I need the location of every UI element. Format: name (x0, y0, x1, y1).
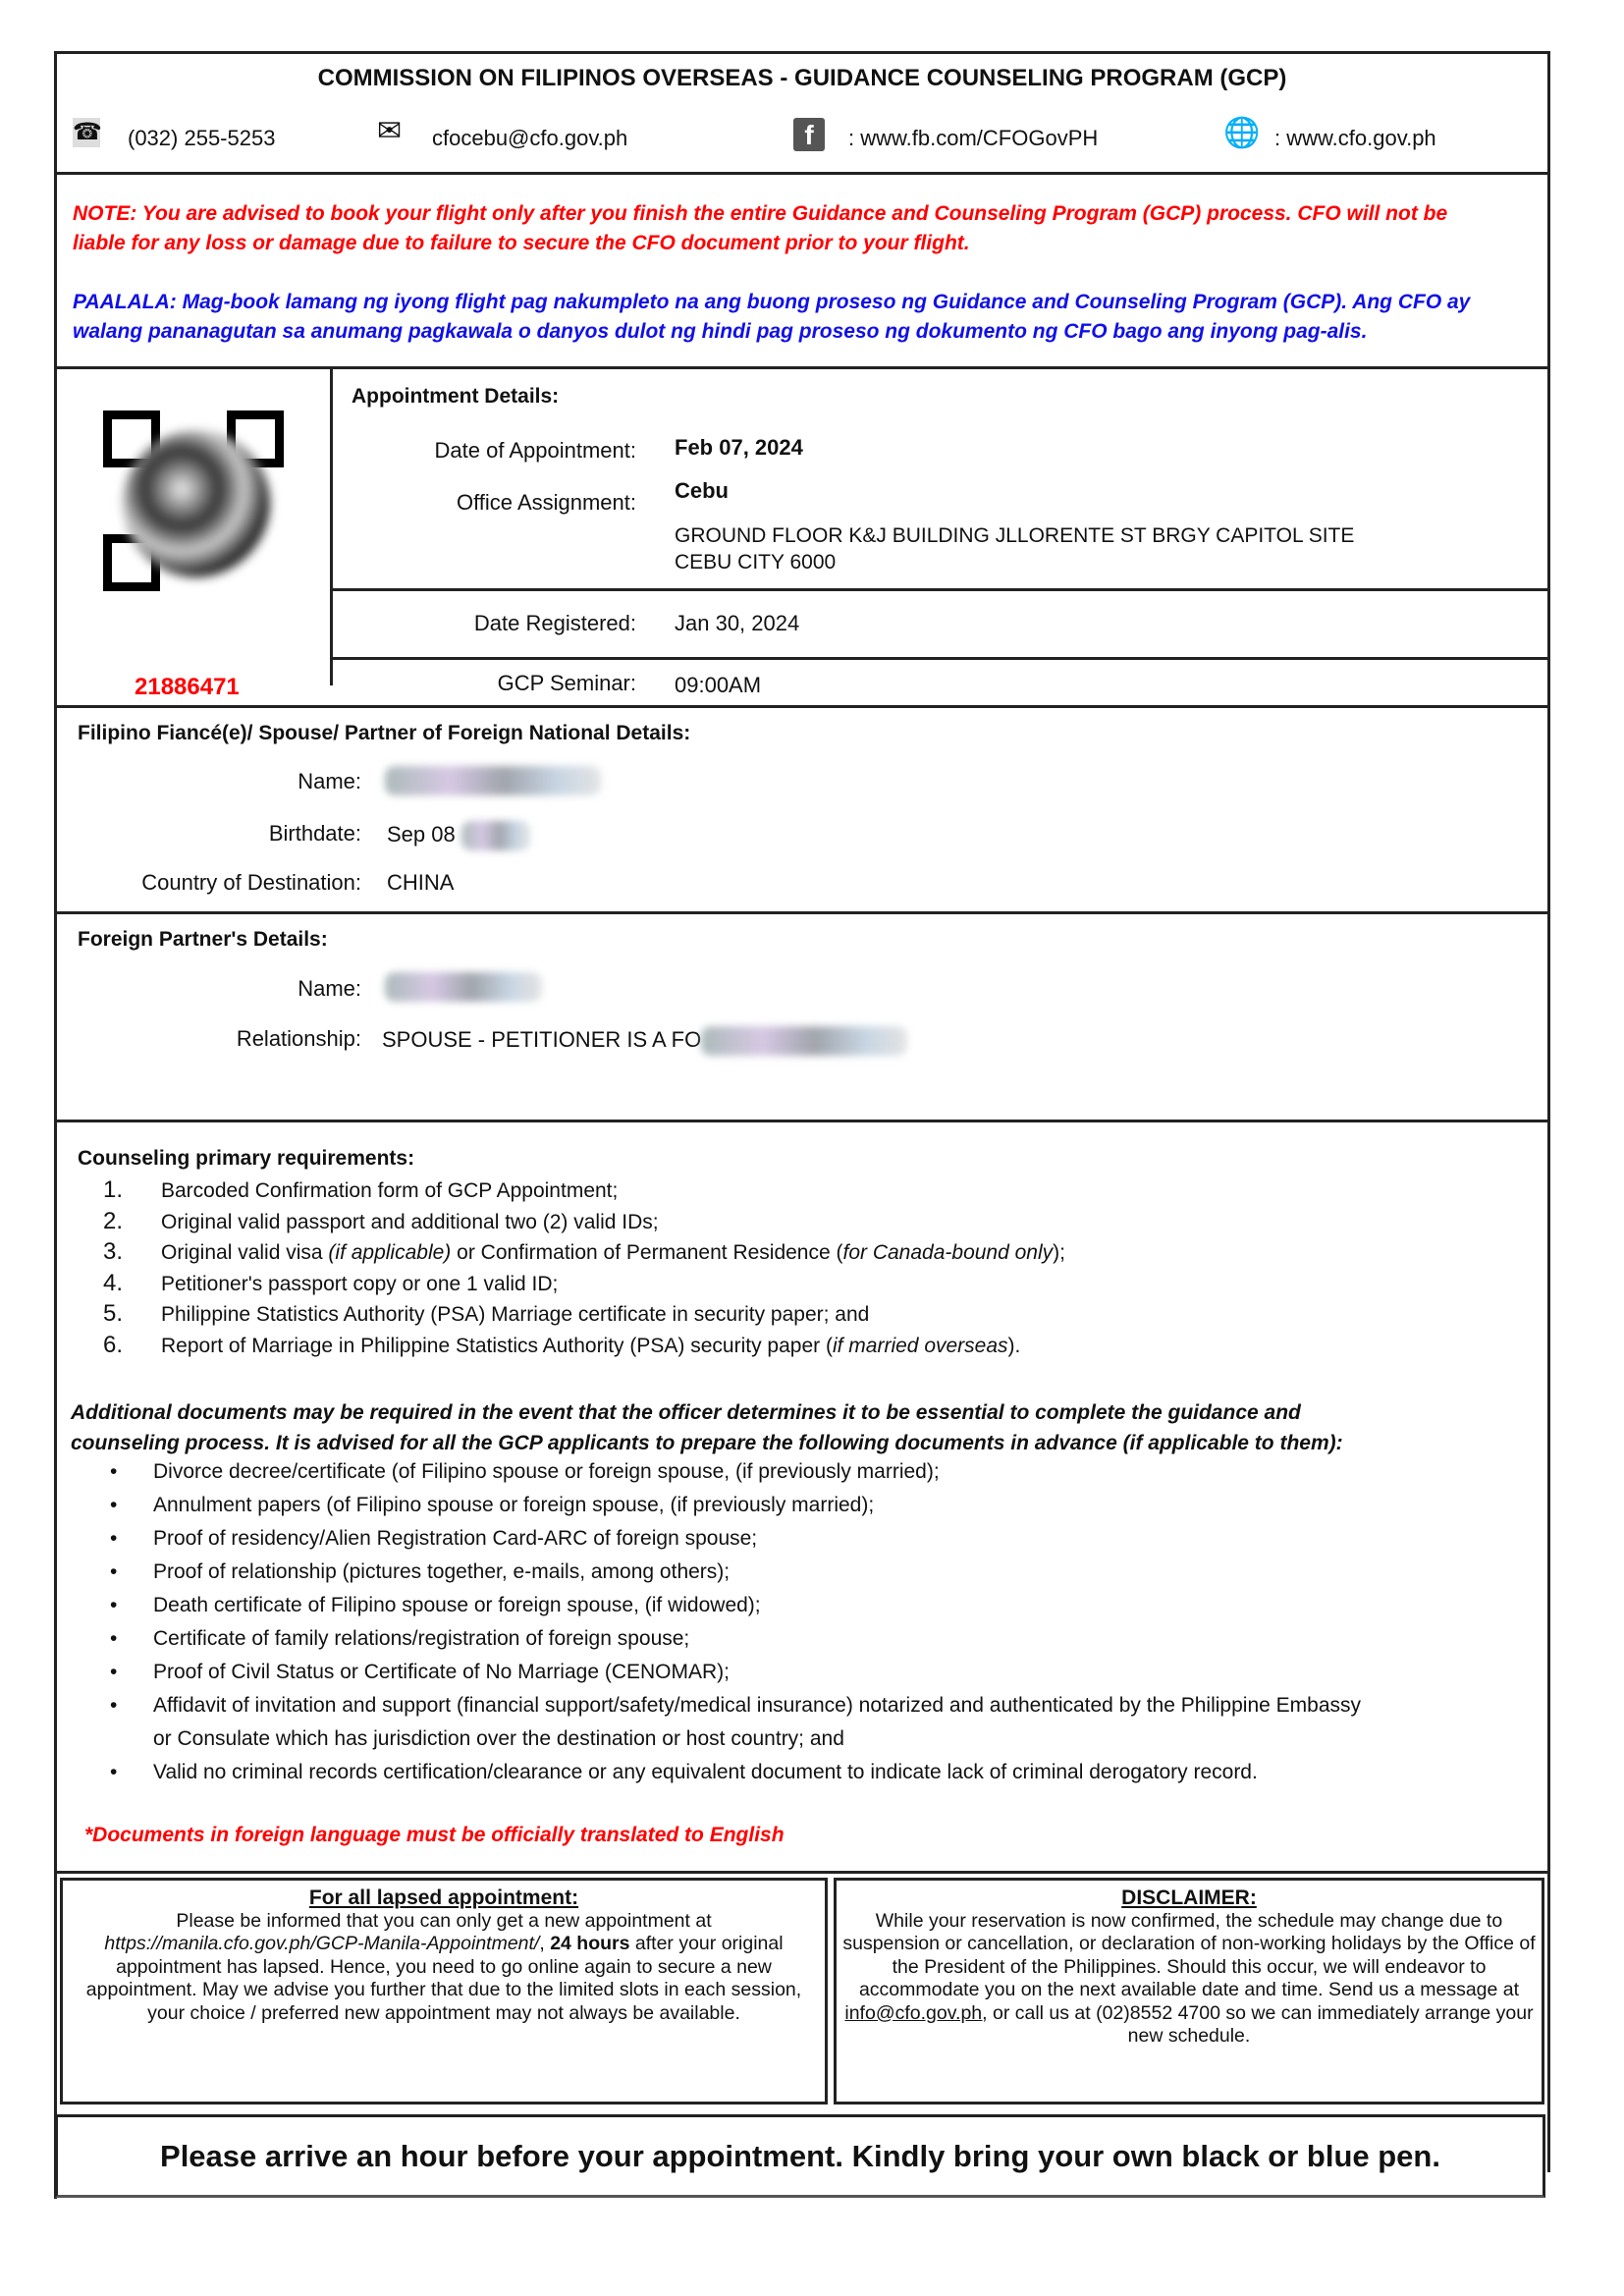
translation-note: *Documents in foreign language must be officially translated to English (84, 1824, 785, 1846)
list-item (110, 1661, 730, 1684)
lapsed-rest: after your original appointment has lapsed. Hence, you need to go online again to secure a new appointment. May we advise you further that due to the limited slots in each session, your choice / preferred new appointment may not always be available. (85, 1933, 802, 2024)
divider (54, 705, 1550, 708)
facebook-icon: f (793, 118, 825, 151)
phone-number: (032) 255-5253 (128, 126, 276, 150)
intro-line: counseling process. It is advised for all the GCP applicants to prepare the following documents in advance (if applicable to them): (71, 1432, 1343, 1454)
frame-top (54, 51, 1550, 54)
list-item (110, 1594, 761, 1617)
bullet: • (110, 1527, 118, 1550)
bullet: • (110, 1460, 118, 1483)
list-item (110, 1727, 844, 1751)
list-item (103, 1300, 869, 1328)
item-text: Original valid passport and additional two (2) valid IDs; (161, 1211, 659, 1233)
appointment-date: Feb 07, 2024 (675, 435, 803, 460)
divider (330, 588, 1550, 591)
list-item (110, 1627, 689, 1651)
bullet: • (110, 1661, 118, 1683)
appointment-heading: Appointment Details: (352, 385, 560, 408)
list-item (103, 1332, 1020, 1359)
birthdate-text: Sep 08 (387, 821, 456, 847)
item-text: Proof of residency/Alien Registration Card-ARC of foreign spouse; (153, 1527, 758, 1550)
divider (54, 911, 1550, 914)
phone-icon: ☎ (73, 119, 102, 145)
seminar-time: 09:00AM (675, 673, 762, 697)
appointment-url[interactable]: https://manila.cfo.gov.ph/GCP-Manila-Appointment/ (104, 1933, 540, 1954)
country-value: CHINA (387, 870, 455, 895)
item-text: Annulment papers (of Filipino spouse or foreign spouse, (if previously married); (153, 1494, 875, 1516)
email-icon: ✉ (377, 115, 403, 147)
item-text: Certificate of family relations/registration of foreign spouse; (153, 1627, 690, 1650)
seminar-label: GCP Seminar: (497, 671, 636, 695)
frame-left (54, 51, 57, 2199)
office-address (675, 522, 1354, 575)
list-item (110, 1761, 1258, 1784)
lapsed-bold: 24 hours (550, 1933, 630, 1954)
website-link[interactable]: : www.cfo.gov.ph (1274, 126, 1436, 150)
flight-note (73, 199, 1447, 258)
item-number: 4. (103, 1270, 124, 1296)
birthdate-label: Birthdate: (268, 821, 361, 846)
note-line: PAALALA: Mag-book lamang ng iyong flight pag nakumpleto na ang buong proseso ng Guidance and Counseling Program (GCP). Ang CFO ay (73, 291, 1471, 313)
disclaimer-box (834, 1878, 1544, 2105)
disclaimer-line: While your reservation is now confirmed, the schedule may change due to suspension or cancellation, or declaration of non-working holidays by the Office of the President of the Philippines. Should this occur, we will endeavor to accommodate you on the next available date and time. Send us a message at (842, 1909, 1536, 2000)
item-text: Affidavit of invitation and support (financial support/safety/medical insurance) notarized and authenticated by the Philippine Embassy (153, 1694, 1361, 1717)
item-text: Proof of relationship (pictures together, e-mails, among others); (153, 1560, 731, 1583)
foreign-name-label: Name: (298, 976, 361, 1001)
bullet: • (110, 1627, 118, 1650)
divider (54, 1120, 1550, 1122)
bullet: • (110, 1494, 118, 1516)
office-value: Cebu (675, 478, 729, 503)
item-text: or Confirmation of Permanent Residence ( (451, 1241, 843, 1264)
address-line: GROUND FLOOR K&J BUILDING JLLORENTE ST BRGY CAPITOL SITE (675, 524, 1355, 547)
divider (54, 172, 1550, 175)
note-line: NOTE: You are advised to book your flight only after you finish the entire Guidance and Counseling Program (GCP) process. CFO will not be (73, 202, 1448, 225)
item-text: if married overseas (832, 1335, 1008, 1357)
list-item (110, 1460, 940, 1484)
column-divider (330, 366, 333, 685)
list-item (103, 1238, 1065, 1266)
lapsed-appointment-box (60, 1878, 828, 2105)
additional-intro (71, 1397, 1343, 1458)
paalala-note (73, 288, 1470, 347)
item-text: (if applicable) (328, 1241, 452, 1264)
birthdate-value (387, 821, 530, 850)
frame-right (1547, 51, 1550, 2172)
filipino-heading: Filipino Fiancé(e)/ Spouse/ Partner of Foreign National Details: (78, 722, 691, 744)
item-text: Philippine Statistics Authority (PSA) Marriage certificate in security paper; and (161, 1303, 870, 1326)
item-text: Barcoded Confirmation form of GCP Appointment; (161, 1179, 619, 1202)
disclaimer-email-link[interactable]: info@cfo.gov.ph, (844, 2001, 988, 2024)
note-line: liable for any loss or damage due to failure to secure the CFO document prior to your flight. (73, 232, 970, 254)
separator: , (539, 1933, 551, 1954)
registered-date: Jan 30, 2024 (675, 611, 800, 635)
item-number: 3. (103, 1238, 124, 1265)
bullet: • (110, 1560, 118, 1583)
list-item (110, 1494, 874, 1517)
lapsed-heading: For all lapsed appointment: (308, 1886, 579, 1909)
globe-icon: 🌐 (1223, 117, 1261, 149)
relationship-value (382, 1026, 907, 1056)
item-text: ). (1007, 1335, 1021, 1357)
item-text: Original valid visa (161, 1241, 329, 1264)
bullet: • (110, 1761, 118, 1783)
item-text: Divorce decree/certificate (of Filipino spouse or foreign spouse, (if previously married); (153, 1460, 940, 1483)
item-number: 6. (103, 1332, 124, 1358)
item-number: 5. (103, 1300, 124, 1327)
item-text: or Consulate which has jurisdiction over the destination or host country; and (153, 1727, 844, 1750)
list-item (103, 1176, 618, 1204)
qr-code (103, 410, 284, 591)
lapsed-text (69, 1910, 819, 2026)
registered-label: Date Registered: (473, 611, 636, 635)
item-text: Petitioner's passport copy or one 1 valid ID; (161, 1273, 559, 1295)
foreign-heading: Foreign Partner's Details: (78, 928, 328, 951)
page-title: COMMISSION ON FILIPINOS OVERSEAS - GUIDANCE COUNSELING PROGRAM (GCP) (317, 65, 1287, 91)
foreign-name-redacted (385, 972, 542, 1002)
relationship-text: SPOUSE - PETITIONER IS A FO (382, 1026, 702, 1052)
office-label: Office Assignment: (456, 490, 636, 515)
facebook-link[interactable]: : www.fb.com/CFOGovPH (848, 126, 1099, 150)
lapsed-line: Please be informed that you can only get a new appointment at (176, 1909, 712, 1932)
date-label: Date of Appointment: (434, 438, 636, 463)
relationship-label: Relationship: (236, 1026, 361, 1051)
bullet: • (110, 1594, 118, 1616)
item-text: for Canada-bound only (842, 1241, 1054, 1264)
list-item (103, 1208, 659, 1235)
note-line: walang pananagutan sa anumang pagkawala o danyos dulot ng hindi pag proseso ng dokumento ng CFO bago ang inyong pag-alis. (73, 320, 1368, 343)
list-item (110, 1560, 730, 1584)
item-text: Death certificate of Filipino spouse or foreign spouse, (if widowed); (153, 1594, 761, 1616)
requirements-heading: Counseling primary requirements: (78, 1147, 415, 1170)
disclaimer-text (842, 1910, 1536, 2049)
disclaimer-line: or call us at (02)8552 4700 so we can immediately arrange your new schedule. (987, 2001, 1534, 2047)
divider (54, 1871, 1550, 1874)
item-text: Proof of Civil Status or Certificate of No Marriage (CENOMAR); (153, 1661, 730, 1683)
list-item (103, 1270, 558, 1297)
item-text: ); (1053, 1241, 1065, 1264)
bullet: • (110, 1694, 118, 1717)
item-text: Report of Marriage in Philippine Statistics Authority (PSA) security paper ( (161, 1335, 833, 1357)
list-item (110, 1694, 1361, 1718)
email-link[interactable]: cfocebu@cfo.gov.ph (432, 126, 628, 150)
filipino-name-redacted (385, 766, 601, 795)
country-label: Country of Destination: (141, 870, 361, 895)
item-number: 1. (103, 1176, 124, 1203)
reference-number: 21886471 (135, 674, 240, 700)
name-label: Name: (298, 769, 361, 793)
disclaimer-heading: DISCLAIMER: (1121, 1886, 1257, 1909)
divider (330, 657, 1550, 660)
list-item (110, 1527, 757, 1551)
footer-reminder: Please arrive an hour before your appointment. Kindly bring your own black or blue pen. (160, 2139, 1440, 2173)
divider (54, 366, 1550, 369)
item-text: Valid no criminal records certification/clearance or any equivalent document to indicate lack of criminal derogatory record. (153, 1761, 1258, 1783)
intro-line: Additional documents may be required in the event that the officer determines it to be essential to complete the guidance and (71, 1401, 1301, 1424)
address-line: CEBU CITY 6000 (675, 551, 837, 574)
item-number: 2. (103, 1208, 124, 1234)
